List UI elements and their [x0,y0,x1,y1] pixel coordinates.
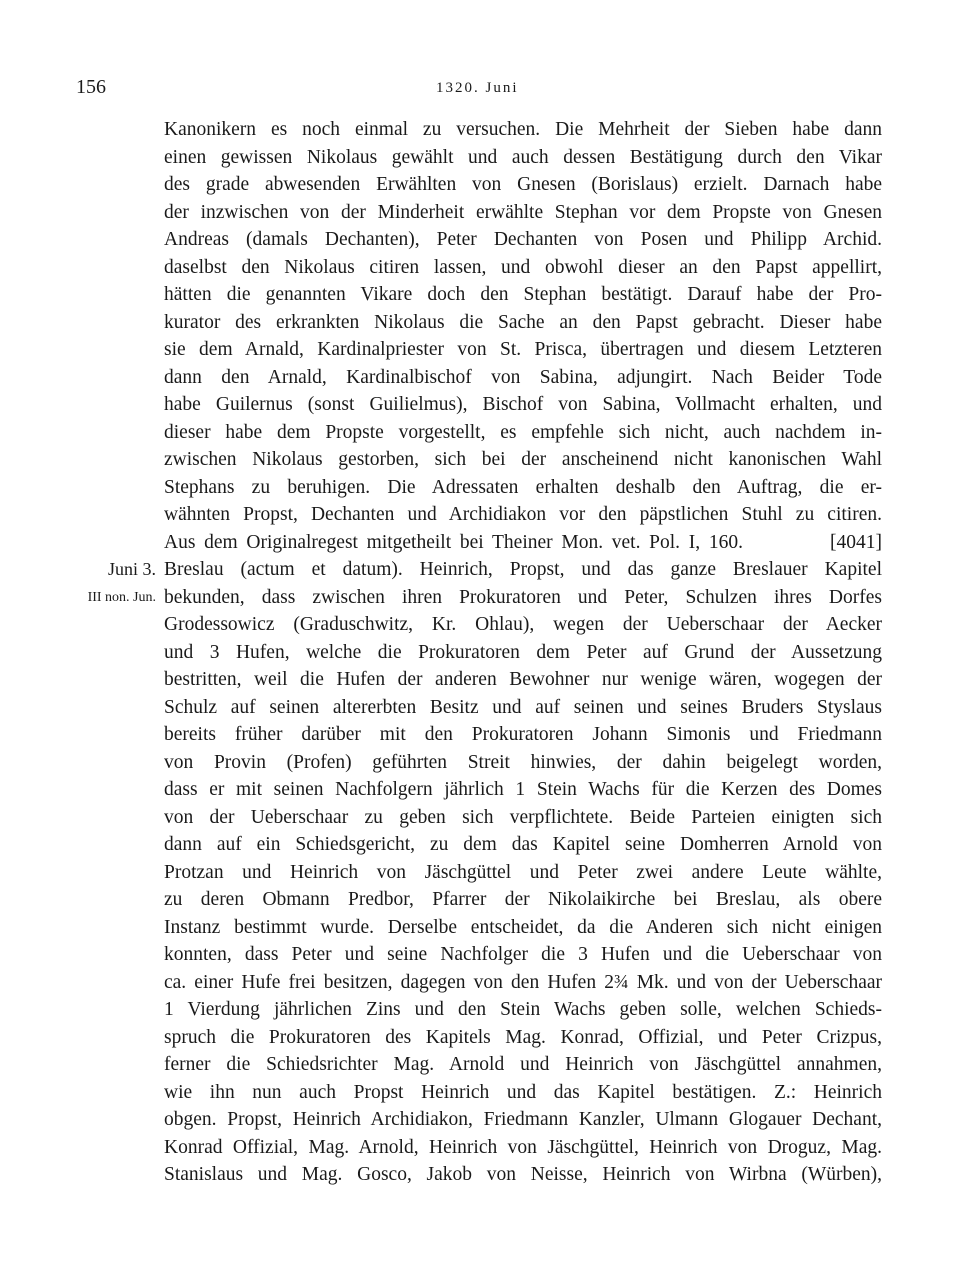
running-head: 1320. Juni [436,80,519,96]
text-line: dann den Arnald, Kardinalbischof von Sabina, adjungirt. Nach Beider Tode [164,366,882,388]
text-line: von der Ueberschaar zu geben sich verpflichtete. Beide Parteien einigten sich [164,806,882,828]
text-line: Grodessowicz (Graduschwitz, Kr. Ohlau), wegen der Ueberschaar der Aecker [164,614,882,635]
text-line: 1 Vierdung jährlichen Zins und den Stein Wachs geben solle, welchen Schieds- [164,999,882,1020]
text-line: Kanonikern es noch einmal zu versuchen. Die Mehrheit der Sieben habe dann [164,119,882,140]
text-line: Andreas (damals Dechanten), Peter Dechanten von Posen und Philipp Archid. [164,229,882,250]
source-citation-line: Aus dem Originalregest mitgetheilt bei Theiner Mon. vet. Pol. I, 160. [4041] [164,531,882,553]
text-line: Protzan und Heinrich von Jäschgüttel und Peter zwei andere Leute wählte, [164,861,882,883]
text-line: bestritten, weil die Hufen der anderen Bewohner nur wenige wären, wogegen der [164,669,882,690]
text-line: Stephans zu beruhigen. Die Adressaten erhalten deshalb den Auftrag, die er- [164,476,882,498]
text-line: Instanz bestimmt wurde. Derselbe entscheidet, da die Anderen sich nicht einigen [164,916,882,938]
margin-date: Juni 3. [107,559,156,579]
text-line: und 3 Hufen, welche die Prokuratoren dem Peter auf Grund der Aussetzung [164,641,882,663]
text-line: hätten die genannten Vikare doch den Stephan bestätigt. Darauf habe der Pro- [164,284,882,305]
text-line: daselbst den Nikolaus citiren lassen, und obwohl dieser an den Papst appellirt, [164,256,882,278]
text-line: von Provin (Profen) geführten Streit hinwies, der dahin beigelegt worden, [164,751,882,773]
text-line: des grade abwesenden Erwählten von Gnesen (Borislaus) erzielt. Darnach habe [164,174,882,195]
text-line: Konrad Offizial, Mag. Arnold, Heinrich von Jäschgüttel, Heinrich von Droguz, Mag. [164,1136,882,1158]
text-line [87,584,882,612]
margin-roman-date: III non. Jun. [87,589,156,605]
text-line: wähnten Propst, Dechanten und Archidiakon vor den päpstlichen Stuhl zu citiren. [164,504,882,525]
text-line: Stanislaus und Mag. Gosco, Jakob von Neisse, Heinrich von Wirbna (Würben), [164,1164,882,1185]
text-line [107,556,882,584]
text-line: Schulz auf seinen altererbten Besitz und auf seinen und seines Bruders Styslaus [164,696,882,718]
entry-4041 [164,116,882,556]
text-line: wie ihn nun auch Propst Heinrich und das Kapitel bestätigen. Z.: Heinrich [164,1081,882,1103]
text-line: dass er mit seinen Nachfolgern jährlich 1 Stein Wachs für die Kerzen des Domes [164,779,882,800]
text-line: zwischen Nikolaus gestorben, sich bei der anscheinend nicht kanonischen Wahl [164,449,882,470]
text-line: spruch die Prokuratoren des Kapitels Mag. Konrad, Offizial, und Peter Crizpus, [164,1026,882,1048]
text-line-content: bekunden, dass zwischen ihren Prokuratoren und Peter, Schulzen ihres Dorfes [164,586,882,608]
entry-4042 [87,556,882,1189]
text-line: sie dem Arnald, Kardinalpriester von St. Prisca, übertragen und diesem Letzteren [164,339,882,360]
text-line: dann auf ein Schiedsgericht, zu dem das Kapitel seine Domherren Arnold von [164,834,882,855]
text-line: kurator des erkrankten Nikolaus die Sache an den Papst gebracht. Dieser habe [164,311,882,333]
text-line: der inzwischen von der Minderheit erwählte Stephan vor dem Propste von Gnesen [164,201,882,223]
text-line-content: Breslau (actum et datum). Heinrich, Propst, und das ganze Breslauer Kapitel [164,559,882,580]
text-line: einen gewissen Nikolaus gewählt und auch dessen Bestätigung durch den Vikar [164,146,882,168]
text-line: obgen. Propst, Heinrich Archidiakon, Friedmann Kanzler, Ulmann Glogauer Dechant, [164,1109,882,1130]
text-line: ca. einer Hufe frei besitzen, dagegen von den Hufen 2¾ Mk. und von der Ueberschaar [164,971,882,993]
text-line: bereits früher darüber mit den Prokuratoren Johann Simonis und Friedmann [164,724,882,745]
page-number: 156 [76,76,106,98]
text-line: zu deren Obmann Predbor, Pfarrer der Nikolaikirche bei Breslau, als obere [164,889,882,910]
text-line: konnten, dass Peter und seine Nachfolger die 3 Hufen und die Ueberschaar von [164,944,882,965]
text-line: ferner die Schiedsrichter Mag. Arnold und Heinrich von Jäschgüttel annahmen, [164,1054,882,1075]
text-line: habe Guilernus (sonst Guilielmus), Bischof von Sabina, Vollmacht erhalten, und [164,394,882,415]
text-line: dieser habe dem Propste vorgestellt, es empfehle sich nicht, auch nachdem in- [164,421,882,443]
document-body [87,116,882,1189]
